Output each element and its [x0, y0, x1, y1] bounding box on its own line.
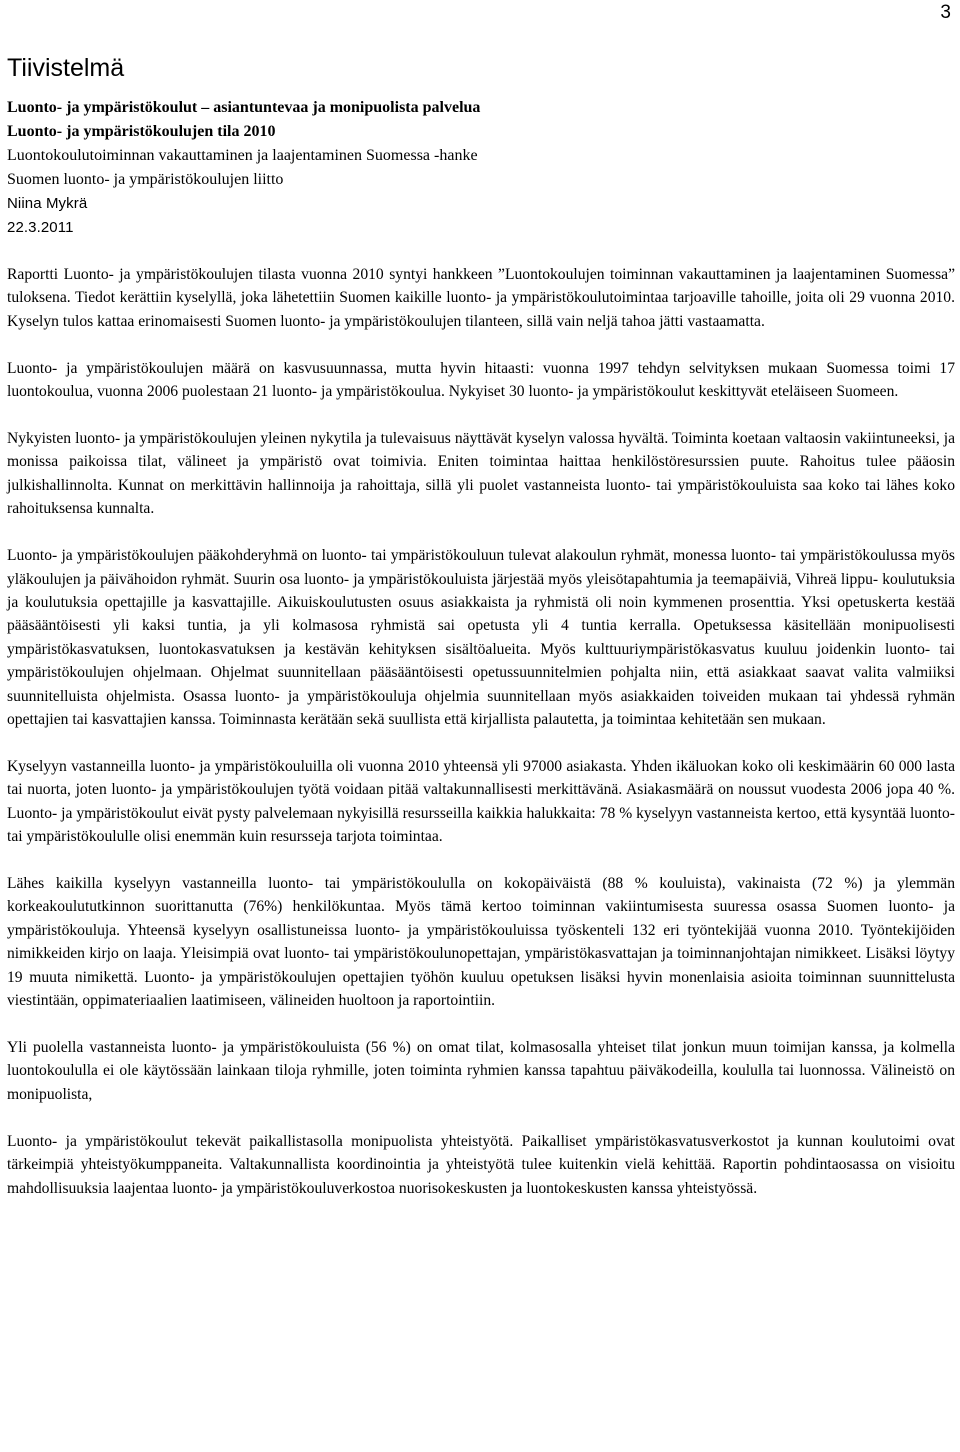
- organization-name: Suomen luonto- ja ympäristökoulujen liitto: [7, 171, 284, 188]
- author-name: Niina Mykrä: [7, 195, 88, 212]
- summary-body: [7, 263, 955, 1223]
- paragraph-3: Nykyisten luonto- ja ympäristökoulujen yleinen nykytila ja tulevaisuus näyttävät kyselyn valossa hyvältä. Toiminta koetaan valtaosin vakiintuneeksi, ja monissa paikoissa tilat, välineet ja ympäristö ovat toimivia. Eniten toimintaa haittaa henkilöstöresurssien puute. Rahoitus tulee pääosin julkishallinnolta. Kunnat on merkittävin hallinnoija ja rahoittaja, sillä yli puolet vastanneista luonto- tai ympäristökouluista saa koko tai lähes koko rahoituksensa kunnalta.: [7, 430, 955, 518]
- report-date: 22.3.2011: [7, 219, 74, 236]
- page-number: 3: [940, 2, 951, 23]
- paragraph-2: Luonto- ja ympäristökoulujen määrä on kasvusuunnassa, mutta hyvin hitaasti: vuonna 1997 tehdyn selvityksen mukaan Suomessa toimi 17 luontokoulua, vuonna 2006 puolestaan 21 luonto- ja ympäristökoulua. Nykyiset 30 luonto- ja ympäristökoulut keskittyvät eteläiseen Suomeen.: [7, 359, 955, 401]
- report-heading-line-1: Luonto- ja ympäristökoulut – asiantuntevaa ja monipuolista palvelua: [7, 99, 481, 116]
- report-meta: [7, 96, 480, 240]
- paragraph-5: Kyselyyn vastanneilla luonto- ja ympäristökouluilla oli vuonna 2010 yhteensä yli 97000 asiakasta. Yhden ikäluokan koko oli keskimäärin 60 000 lasta tai nuorta, joten luonto- ja ympäristökoulujen työtä voidaan pitää valtakunnallisesti merkittävänä. Asiakasmäärä on noussut vuodesta 2006 jopa 40 %. Luonto- ja ympäristökoulut eivät pysty palvelemaan nykyisillä resursseilla kaikkia halukkaita: 78 % kyselyyn vastanneista kertoo, että kysyntää luonto- tai ympäristökoululle olisi enemmän kuin resursseja tarjota toimintaa.: [7, 757, 955, 846]
- page-title: Tiivistelmä: [7, 54, 125, 82]
- report-heading-line-2: Luonto- ja ympäristökoulujen tila 2010: [7, 123, 276, 140]
- paragraph-8: Luonto- ja ympäristökoulut tekevät paikallistasolla monipuolista yhteistyötä. Paikalliset ympäristökasvatusverkostot ja kunnan koulutoimi ovat tärkeimpiä yhteistyökumppaneita. Valtakunnallista koordinointia ja yhteistyötä tulee kuitenkin vielä kehittää. Raportin pohdintaosassa on visioitu mahdollisuuksia laajentaa luonto- ja ympäristökouluverkostoa nuorisokeskusten ja luontokeskusten kanssa yhteistyössä.: [7, 1132, 955, 1197]
- paragraph-6: Lähes kaikilla kyselyyn vastanneilla luonto- tai ympäristökoululla on kokopäiväistä (88 % kouluista), vakinaista (72 %) ja ylemmän korkeakoulututkinnon suorittanutta (76%) henkilökuntaa. Myös tämä kertoo toiminnan vakiintumisesta suuressa osassa Suomen luonto- ja ympäristökouluja. Yhteensä kyselyyn osallistuneissa luonto- ja ympäristökouluissa työskenteli 132 eri työntekijää vuonna 2010. Työntekijöiden nimikkeiden kirjo on laaja. Yleisimpiä ovat luonto- tai ympäristökoulunopettajan, ympäristökasvattajan ja toiminnanjohtajan nimikkeet. Lisäksi löytyy 19 muuta nimikettä. Luonto- ja ympäristökoulujen opettajien työhön kuuluu opetuksen lisäksi hyvin monenlaisia asioita toiminnan suunnittelusta viestintään, oppimateriaalien laatimiseen, välineiden huoltoon ja raportointiin.: [7, 875, 955, 1010]
- document-page: [7, 0, 955, 1452]
- paragraph-1: Raportti Luonto- ja ympäristökoulujen tilasta vuonna 2010 syntyi hankkeen ”Luontokoulujen toiminnan vakauttaminen ja laajentaminen Suomessa” tuloksena. Tiedot kerättiin kyselyllä, joka lähetettiin Suomen kaikille luonto- ja ympäristökoulutoimintaa tarjoaville tahoille, joita oli 29 vuonna 2010. Kyselyn tulos kattaa erinomaisesti Suomen luonto- ja ympäristökoulujen tilanteen, sillä vain neljä tahoa jätti vastaamatta.: [7, 266, 955, 330]
- paragraph-7: Yli puolella vastanneista luonto- ja ympäristökouluista (56 %) on omat tilat, kolmasosalla yhteiset tilat jonkun muun toimijan kanssa, ja kolmella luontokoululla ei ole käytössään lainkaan tiloja ryhmille, joten toiminta ryhmien kanssa tapahtuu päiväkodeilla, koululla tai luonnossa. Välineistö on monipuolista,: [7, 1038, 955, 1103]
- paragraph-4: Luonto- ja ympäristökoulujen pääkohderyhmä on luonto- tai ympäristökouluun tulevat alakoulun ryhmät, monessa luonto- tai ympäristökoulussa myös yläkoulujen ja päivähoidon ryhmät. Suurin osa luonto- ja ympäristökouluista järjestää myös yleisötapahtumia ja teemapäiviä, Vihreä lippu- koulutuksia ja koulutuksia opettajille ja kasvattajille. Aikuiskoulutusten osuus asiakkaista ja ryhmistä oli noin kymmenen prosenttia. Yksi opetuskerta kestää pääsääntöisesti yli kaksi tuntia, ja yli kolmasosa ryhmistä sai opetusta yli 4 tuntia kerralla. Opetuksessa käsitellään monipuolisesti ympäristökasvatuksen, luontokasvatuksen ja kestävän kehityksen sisältöalueita. Myös kulttuuriympäristökasvatus kuuluu joidenkin luonto- tai ympäristökoulujen ohjelmaan. Ohjelmat suunnitellaan pääsääntöisesti opetussuunnitelmien pohjalta niin, että asiakkaat saavat valita valmiiksi suunnitelluista ohjelmista. Osassa luonto- ja ympäristökouluja ohjelmia suunnitellaan myös asiakkaiden toiveiden mukaan tai yhdessä ryhmän opettajien tai kasvattajien kanssa. Toiminnasta kerätään sekä suullista että kirjallista palautetta, ja toimintaa kehitetään sen mukaan.: [7, 547, 955, 728]
- project-name: Luontokoulutoiminnan vakauttaminen ja laajentaminen Suomessa -hanke: [7, 147, 478, 164]
